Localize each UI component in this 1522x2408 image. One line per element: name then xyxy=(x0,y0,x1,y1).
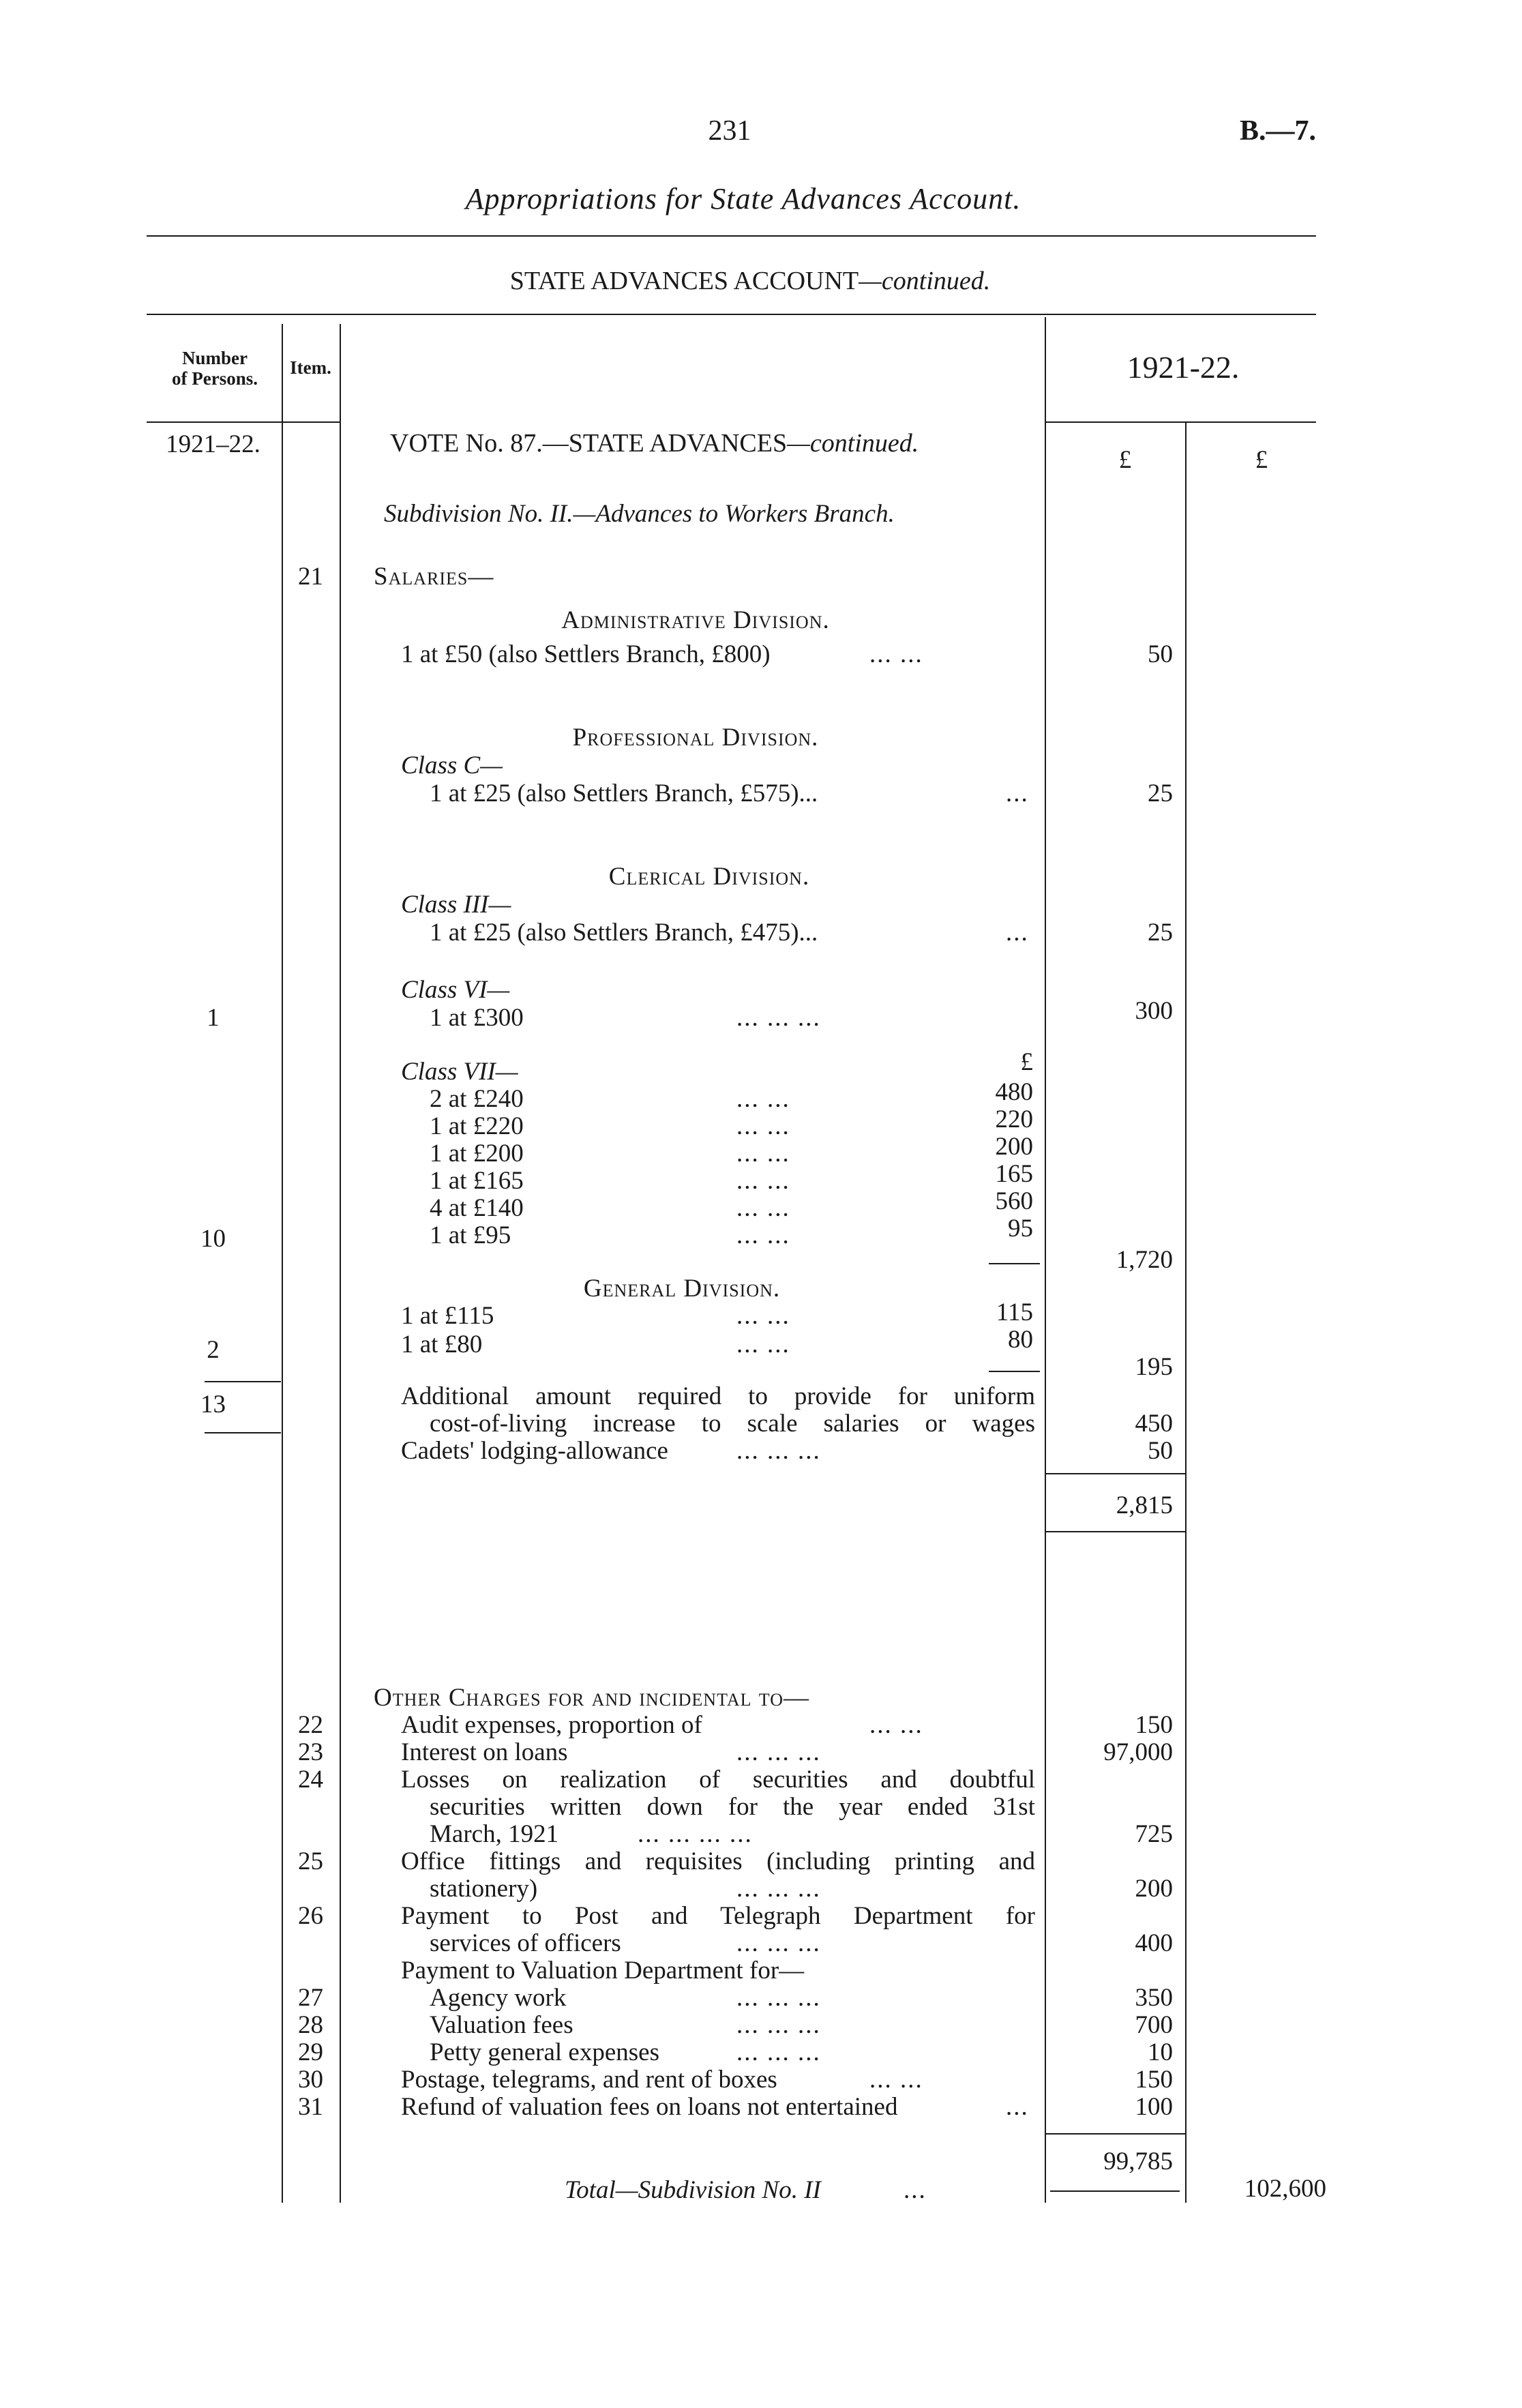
class7-row: 4 at £140 xyxy=(430,1194,524,1222)
account-name: STATE ADVANCES ACCOUNT xyxy=(509,267,859,295)
other-charges-heading: Other Charges for and incidental to— xyxy=(374,1684,809,1712)
vote-title-text: VOTE No. 87.—STATE ADVANCES xyxy=(390,429,788,458)
other-charges-total: 99,785 xyxy=(1103,2147,1173,2175)
audit-expenses-amount: 150 xyxy=(1135,1711,1173,1739)
salaries-total-rule-bottom xyxy=(1045,1531,1185,1532)
item-23: 23 xyxy=(298,1738,323,1766)
clerical-class3-dots: ... xyxy=(1006,919,1029,947)
administrative-line: 1 at £50 (also Settlers Branch, £800) xyxy=(401,640,771,668)
pound-col1: £ xyxy=(1118,446,1132,474)
year-header-rule xyxy=(1045,421,1316,423)
clerical-class6: Class VI— xyxy=(401,976,510,1004)
general-row-value: 80 xyxy=(1008,1326,1033,1354)
interest-amount: 97,000 xyxy=(1103,1738,1173,1766)
class7-pound: £ xyxy=(1020,1048,1033,1076)
agency-work-dots: ... ... ... xyxy=(736,1984,821,2012)
salaries-total-rule-top xyxy=(1045,1473,1185,1474)
item-29: 29 xyxy=(298,2038,323,2066)
refund-line: Refund of valuation fees on loans not entertained xyxy=(401,2093,898,2121)
persons-year: 1921–22. xyxy=(166,430,260,458)
title-rule xyxy=(147,235,1316,237)
professional-dots: ... xyxy=(1006,779,1029,807)
administrative-dots: ... ... xyxy=(869,640,923,668)
petty-expenses-dots: ... ... ... xyxy=(736,2038,821,2066)
class7-row-value: 200 xyxy=(995,1133,1033,1161)
subdivision-title: Subdivision No. II.—Advances to Workers Branch. xyxy=(384,500,895,528)
petty-expenses-amount: 10 xyxy=(1148,2038,1173,2066)
class7-total: 1,720 xyxy=(1116,1246,1173,1274)
col-rule-amount-left xyxy=(1045,317,1046,2203)
class7-row-value: 560 xyxy=(995,1187,1033,1215)
additional-amount: 450 xyxy=(1135,1410,1173,1438)
class7-row-value: 220 xyxy=(995,1105,1033,1133)
class7-row: 1 at £200 xyxy=(430,1140,524,1168)
valuation-heading: Payment to Valuation Department for— xyxy=(401,1957,805,1985)
table-top-rule xyxy=(147,314,1316,315)
audit-expenses-dots: ... ... xyxy=(869,1711,923,1739)
post-telegraph-amount: 400 xyxy=(1135,1929,1173,1957)
other-charges-total-rule-bottom xyxy=(1050,2190,1180,2192)
class7-row-dots: ... ... xyxy=(736,1221,790,1249)
general-persons: 2 xyxy=(207,1336,220,1364)
post-telegraph-line2: services of officers xyxy=(430,1929,621,1957)
losses-line1: Losses on realization of securities and doubtful xyxy=(401,1766,1035,1794)
additional-line1: Additional amount required to provide for uniform xyxy=(401,1382,1035,1410)
office-fittings-line1: Office fittings and requisites (including printing and xyxy=(401,1847,1035,1875)
postage-dots: ... ... xyxy=(869,2066,923,2094)
postage-line: Postage, telegrams, and rent of boxes xyxy=(401,2066,777,2094)
agency-work-amount: 350 xyxy=(1135,1984,1173,2012)
class7-row: 2 at £240 xyxy=(430,1085,524,1113)
administrative-amount: 50 xyxy=(1148,640,1173,668)
class7-row-dots: ... ... xyxy=(736,1085,790,1113)
petty-expenses-line: Petty general expenses xyxy=(430,2038,659,2066)
col-rule-amount-mid xyxy=(1185,423,1187,2203)
office-fittings-amount: 200 xyxy=(1135,1875,1173,1903)
interest-dots: ... ... ... xyxy=(736,1738,821,1766)
audit-expenses-line: Audit expenses, proportion of xyxy=(401,1711,702,1739)
class7-row-value: 165 xyxy=(995,1160,1033,1188)
persons-header-line1: Number xyxy=(182,348,248,368)
persons-header-rule xyxy=(147,421,340,423)
losses-amount: 725 xyxy=(1135,1820,1173,1848)
interest-line: Interest on loans xyxy=(401,1738,568,1766)
class7-subtotal-rule xyxy=(989,1263,1040,1264)
pound-col2: £ xyxy=(1255,446,1268,474)
general-subtotal-rule xyxy=(989,1371,1040,1372)
vote-title-continued: —continued. xyxy=(787,429,919,458)
professional-amount: 25 xyxy=(1148,779,1173,807)
persons-header-line2: of Persons. xyxy=(172,368,258,389)
clerical-class6-amount: 300 xyxy=(1135,997,1173,1025)
item-26: 26 xyxy=(298,1902,323,1930)
page-title: Appropriations for State Advances Account. xyxy=(465,182,1021,215)
professional-line: 1 at £25 (also Settlers Branch, £575)... xyxy=(430,779,818,807)
grand-total-amount: 102,600 xyxy=(1244,2175,1326,2203)
item-30: 30 xyxy=(298,2066,323,2094)
class7-row: 1 at £220 xyxy=(430,1112,524,1140)
post-telegraph-dots: ... ... ... xyxy=(736,1929,821,1957)
account-heading xyxy=(341,267,1159,295)
item-28: 28 xyxy=(298,2011,323,2039)
clerical-class7: Class VII— xyxy=(401,1058,518,1086)
general-row-dots: ... ... xyxy=(736,1302,790,1330)
account-continued: —continued. xyxy=(859,267,991,295)
administrative-heading: Administrative Division. xyxy=(561,606,830,634)
class7-row-dots: ... ... xyxy=(736,1140,790,1168)
clerical-class6-dots: ... ... ... xyxy=(736,1004,821,1032)
clerical-heading: Clerical Division. xyxy=(608,863,810,891)
class7-row-dots: ... ... xyxy=(736,1167,790,1195)
persons-total-rule-bottom xyxy=(205,1432,281,1433)
grand-total-dots: ... xyxy=(904,2176,927,2204)
postage-amount: 150 xyxy=(1135,2066,1173,2094)
vote-title xyxy=(390,430,919,457)
clerical-class6-line: 1 at £300 xyxy=(430,1004,524,1032)
general-row-dots: ... ... xyxy=(736,1331,790,1358)
professional-class: Class C— xyxy=(401,752,503,779)
general-total: 195 xyxy=(1135,1353,1173,1381)
class7-row: 1 at £165 xyxy=(430,1167,524,1195)
item-27: 27 xyxy=(298,1984,323,2012)
losses-line2: securities written down for the year ended 31st xyxy=(430,1793,1035,1821)
clerical-class3: Class III— xyxy=(401,891,511,919)
agency-work-line: Agency work xyxy=(430,1984,567,2012)
office-fittings-line2: stationery) xyxy=(430,1875,538,1903)
general-row: 1 at £80 xyxy=(401,1331,483,1358)
item-22: 22 xyxy=(298,1711,323,1739)
valuation-fees-line: Valuation fees xyxy=(430,2011,573,2039)
general-row-value: 115 xyxy=(996,1298,1033,1326)
cadets-line: Cadets' lodging-allowance xyxy=(401,1437,668,1465)
year-header: 1921-22. xyxy=(1126,350,1240,385)
class7-row-value: 480 xyxy=(995,1078,1033,1106)
additional-line2: cost-of-living increase to scale salaries or wages xyxy=(430,1410,1035,1438)
item-25: 25 xyxy=(298,1847,323,1875)
refund-dots: ... xyxy=(1006,2093,1029,2121)
persons-total-rule-top xyxy=(205,1381,281,1382)
clerical-class3-amount: 25 xyxy=(1148,919,1173,947)
valuation-fees-dots: ... ... ... xyxy=(736,2011,821,2039)
page-number: 231 xyxy=(708,115,751,147)
losses-line3: March, 1921 xyxy=(430,1820,559,1848)
office-fittings-dots: ... ... ... xyxy=(736,1875,821,1903)
cadets-dots: ... ... ... xyxy=(736,1437,821,1465)
class7-row-value: 95 xyxy=(1008,1215,1033,1243)
col-rule-item xyxy=(340,324,341,2203)
general-heading: General Division. xyxy=(583,1275,781,1303)
item-21: 21 xyxy=(298,563,323,591)
general-row: 1 at £115 xyxy=(401,1302,494,1330)
clerical-class3-line: 1 at £25 (also Settlers Branch, £475)... xyxy=(430,919,818,947)
cadets-amount: 50 xyxy=(1148,1437,1173,1465)
other-charges-total-rule-top xyxy=(1045,2133,1185,2135)
grand-total-label: Total—Subdivision No. II xyxy=(565,2176,821,2204)
professional-heading: Professional Division. xyxy=(572,724,819,752)
persons-header xyxy=(150,348,280,389)
class7-row: 1 at £95 xyxy=(430,1221,511,1249)
salaries-total: 2,815 xyxy=(1116,1491,1173,1519)
total-persons: 13 xyxy=(200,1391,226,1418)
losses-dots: ... ... ... ... xyxy=(638,1820,753,1848)
class6-persons: 1 xyxy=(207,1004,220,1032)
class7-row-dots: ... ... xyxy=(736,1194,790,1222)
class7-row-dots: ... ... xyxy=(736,1112,790,1140)
document-reference: B.—7. xyxy=(1240,115,1317,147)
item-31: 31 xyxy=(298,2093,323,2121)
item-24: 24 xyxy=(298,1766,323,1794)
post-telegraph-line1: Payment to Post and Telegraph Department for xyxy=(401,1902,1035,1930)
salaries-heading: Salaries— xyxy=(374,563,494,591)
refund-amount: 100 xyxy=(1135,2093,1173,2121)
item-header: Item. xyxy=(290,357,331,378)
class7-persons: 10 xyxy=(200,1225,226,1253)
valuation-fees-amount: 700 xyxy=(1135,2011,1173,2039)
